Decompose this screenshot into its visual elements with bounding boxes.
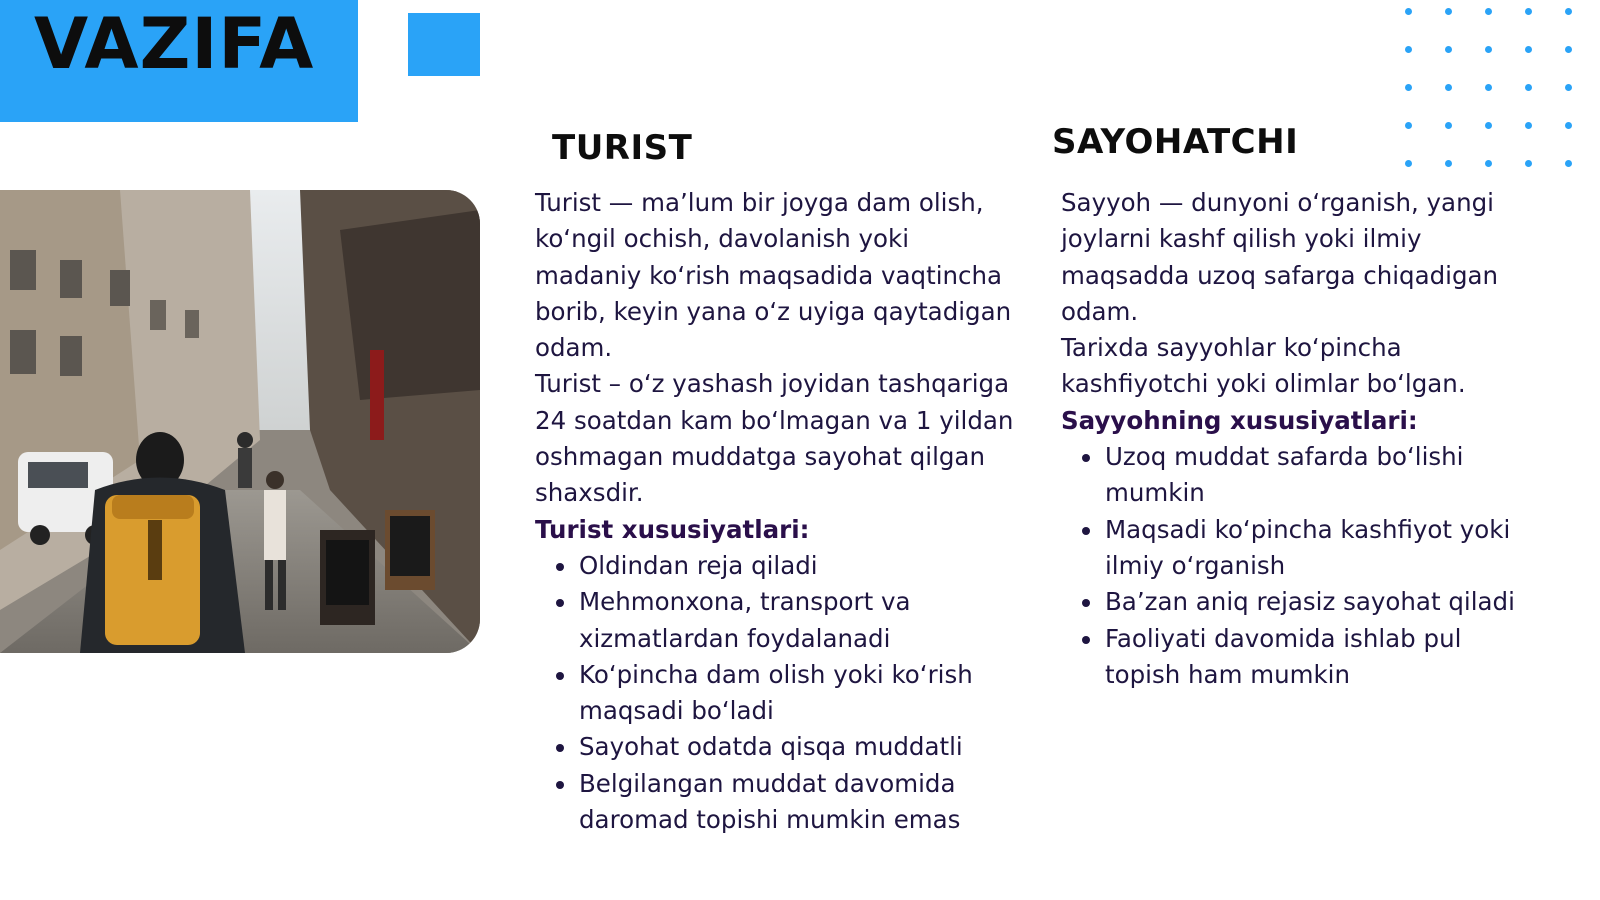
turist-subheading: Turist xususiyatlari: [535,514,810,544]
decorative-dot [1485,84,1492,91]
decorative-dot [1525,160,1532,167]
turist-definition: Turist — ma’lum bir joyga dam olish, ko‘ngil ochish, davolanish yoki madaniy ko‘rish maqsadida vaqtincha borib, keyin yana o‘z uyiga qaytadigan odam. [535,188,1012,363]
sayohatchi-definition: Sayyoh — dunyoni o‘rganish, yangi joylarni kashf qilish yoki ilmiy maqsadda uzoq safarga chiqadigan odam. [1061,188,1499,326]
decorative-dot [1485,122,1492,129]
sayohatchi-history: Tarixda sayyohlar ko‘pincha kashfiyotchi yoki olimlar bo‘lgan. [1061,333,1466,399]
sayohatchi-subheading: Sayyohning xususiyatlari: [1061,405,1418,435]
decorative-dot [1405,160,1412,167]
decorative-dot [1445,46,1452,53]
sayohatchi-bullet-list [1061,439,1521,693]
decorative-dot [1405,84,1412,91]
list-item: Faoliyati davomida ishlab pul topish ham mumkin [1105,621,1521,694]
decorative-dot [1485,160,1492,167]
turist-column [535,185,1015,838]
decorative-dot [1565,8,1572,15]
decorative-dot [1525,46,1532,53]
decorative-dot [1565,122,1572,129]
decorative-dot [1565,84,1572,91]
decorative-dot [1445,122,1452,129]
list-item: Uzoq muddat safarda bo‘lishi mumkin [1105,439,1521,512]
decorative-dot [1445,84,1452,91]
decorative-dot [1525,84,1532,91]
decorative-dot [1485,46,1492,53]
turist-heading: TURIST [552,128,693,168]
decorative-dot-grid [1405,8,1600,178]
list-item: Ba’zan aniq rejasiz sayohat qiladi [1105,584,1521,620]
list-item: Mehmonxona, transport va xizmatlardan foydalanadi [579,584,1015,657]
list-item: Oldindan reja qiladi [579,548,1015,584]
list-item: Sayohat odatda qisqa muddatli [579,729,1015,765]
slide-title: VAZIFA [34,3,315,85]
decorative-dot [1445,8,1452,15]
list-item: Ko‘pincha dam olish yoki ko‘rish maqsadi bo‘ladi [579,657,1015,730]
turist-bullet-list [535,548,1015,838]
sayohatchi-heading: SAYOHATCHI [1052,122,1299,162]
decorative-dot [1405,122,1412,129]
list-item: Belgilangan muddat davomida daromad topishi mumkin emas [579,766,1015,839]
title-banner [0,0,358,122]
list-item: Maqsadi ko‘pincha kashfiyot yoki ilmiy o‘rganish [1105,512,1521,585]
decorative-dot [1565,46,1572,53]
street-photo-icon [0,190,480,653]
decorative-dot [1405,46,1412,53]
sayohatchi-column [1061,185,1521,693]
decorative-dot [1525,8,1532,15]
street-photo [0,190,480,653]
decorative-dot [1525,122,1532,129]
decorative-dot [1445,160,1452,167]
accent-square [408,13,480,76]
turist-definition-2: Turist – o‘z yashash joyidan tashqariga 24 soatdan kam bo‘lmagan va 1 yildan oshmagan muddatga sayohat qilgan shaxsdir. [535,369,1014,508]
decorative-dot [1565,160,1572,167]
decorative-dot [1405,8,1412,15]
decorative-dot [1485,8,1492,15]
